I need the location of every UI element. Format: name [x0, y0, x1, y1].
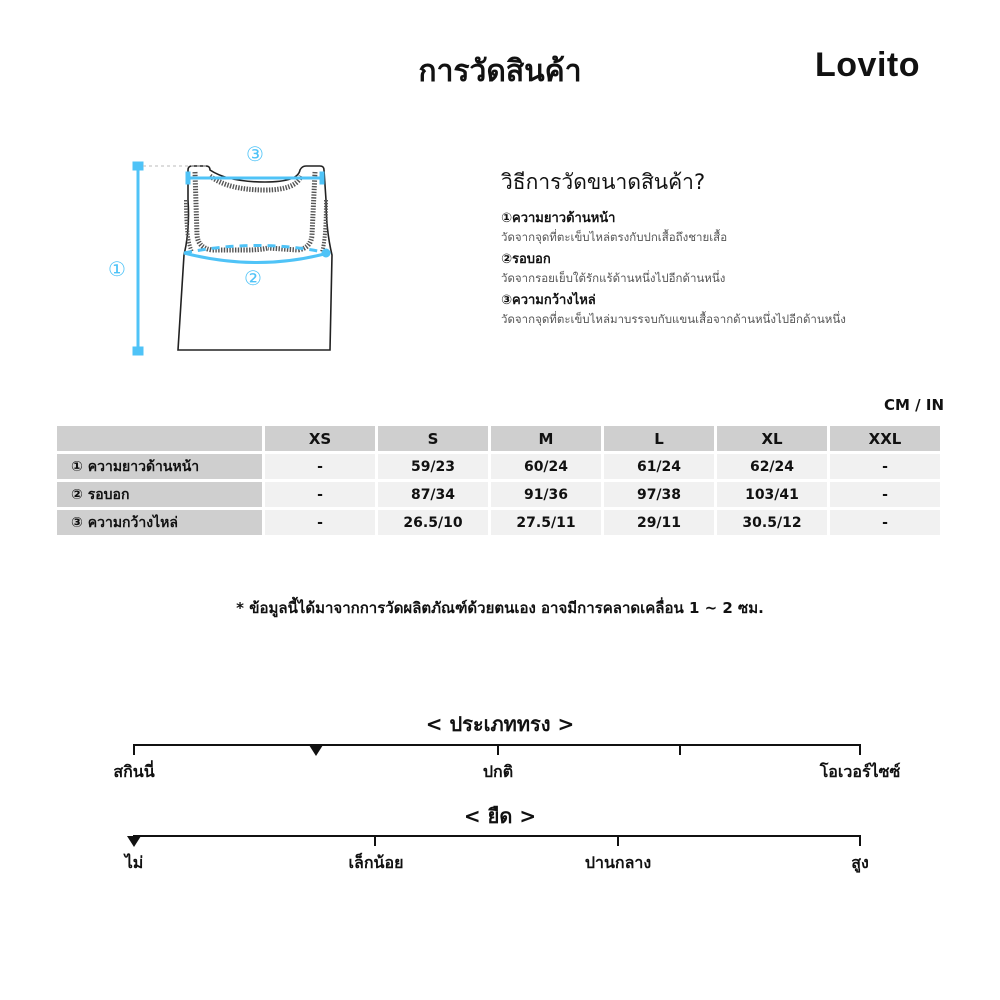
stretch-scale-line — [133, 835, 861, 837]
fit-tick — [679, 744, 681, 755]
step-desc: วัดจากรอยเย็บใต้รักแร้ด้านหนึ่งไปอีกด้านหนึ่ง — [501, 271, 726, 285]
fit-tick — [497, 744, 499, 755]
size-table — [54, 423, 943, 538]
step-title: ②รอบอก — [501, 252, 551, 267]
stretch-label-none: ไม่ — [124, 853, 144, 872]
stretch-tick — [617, 835, 619, 846]
table-cell: 60/24 — [491, 454, 601, 479]
measure-instructions — [501, 166, 961, 332]
table-cell: 87/34 — [378, 482, 488, 507]
row-label: ③ ความกว้างไหล่ — [57, 510, 262, 535]
garment-diagram — [100, 140, 350, 370]
fit-scale-title: < ประเภททรง > — [425, 712, 575, 736]
column-header: XS — [265, 426, 375, 451]
table-corner — [57, 426, 262, 451]
measurement-note: * ข้อมูลนี้ได้มาจากการวัดผลิตภัณฑ์ด้วยตนเอง อาจมีการคลาดเคลื่อน 1 ~ 2 ซม. — [236, 599, 764, 617]
table-cell: - — [830, 510, 940, 535]
table-cell: - — [265, 510, 375, 535]
stretch-scale-title: < ยืด > — [463, 804, 537, 828]
table-cell: 62/24 — [717, 454, 827, 479]
table-row — [57, 454, 940, 479]
table-cell: 103/41 — [717, 482, 827, 507]
stretch-tick — [859, 835, 861, 846]
fit-label-skinny: สกินนี่ — [113, 762, 155, 781]
step-desc: วัดจากจุดที่ตะเข็บไหล่ตรงกับปกเสื้อถึงชายเสื้อ — [501, 230, 728, 244]
column-header: XXL — [830, 426, 940, 451]
fit-tick — [859, 744, 861, 755]
column-header: S — [378, 426, 488, 451]
stretch-label-slight: เล็กน้อย — [348, 853, 404, 872]
table-cell: - — [830, 482, 940, 507]
column-header: XL — [717, 426, 827, 451]
table-cell: 91/36 — [491, 482, 601, 507]
marker-3: ③ — [246, 142, 264, 166]
row-label: ② รอบอก — [57, 482, 262, 507]
marker-2: ② — [244, 266, 262, 290]
fit-selected-marker — [309, 745, 323, 756]
table-cell: 27.5/11 — [491, 510, 601, 535]
stretch-label-medium: ปานกลาง — [584, 853, 652, 872]
stretch-label-high: สูง — [851, 853, 869, 872]
brand-logo: Lovito — [815, 46, 920, 84]
table-row — [57, 510, 940, 535]
table-cell: 29/11 — [604, 510, 714, 535]
fit-tick — [133, 744, 135, 755]
table-cell: 26.5/10 — [378, 510, 488, 535]
table-cell: 61/24 — [604, 454, 714, 479]
fit-label-regular: ปกติ — [482, 762, 514, 781]
step-title: ③ความกว้างไหล่ — [501, 293, 596, 308]
stretch-selected-marker — [127, 836, 141, 847]
fit-label-oversize: โอเวอร์ไซซ์ — [819, 762, 901, 781]
table-row — [57, 482, 940, 507]
column-header: L — [604, 426, 714, 451]
column-header: M — [491, 426, 601, 451]
table-cell: 97/38 — [604, 482, 714, 507]
step-desc: วัดจากจุดที่ตะเข็บไหล่มาบรรจบกับแขนเสื้อจากด้านหนึ่งไปอีกด้านหนึ่ง — [501, 312, 846, 326]
step-title: ①ความยาวด้านหน้า — [501, 211, 616, 226]
table-header-row — [57, 426, 940, 451]
marker-1: ① — [108, 257, 126, 281]
table-cell: - — [265, 482, 375, 507]
row-label: ① ความยาวด้านหน้า — [57, 454, 262, 479]
page-title: การวัดสินค้า — [418, 54, 582, 89]
table-cell: - — [265, 454, 375, 479]
instructions-heading: วิธีการวัดขนาดสินค้า? — [501, 170, 706, 194]
stretch-tick — [374, 835, 376, 846]
unit-label: CM / IN — [884, 396, 944, 414]
table-cell: - — [830, 454, 940, 479]
table-cell: 30.5/12 — [717, 510, 827, 535]
table-cell: 59/23 — [378, 454, 488, 479]
